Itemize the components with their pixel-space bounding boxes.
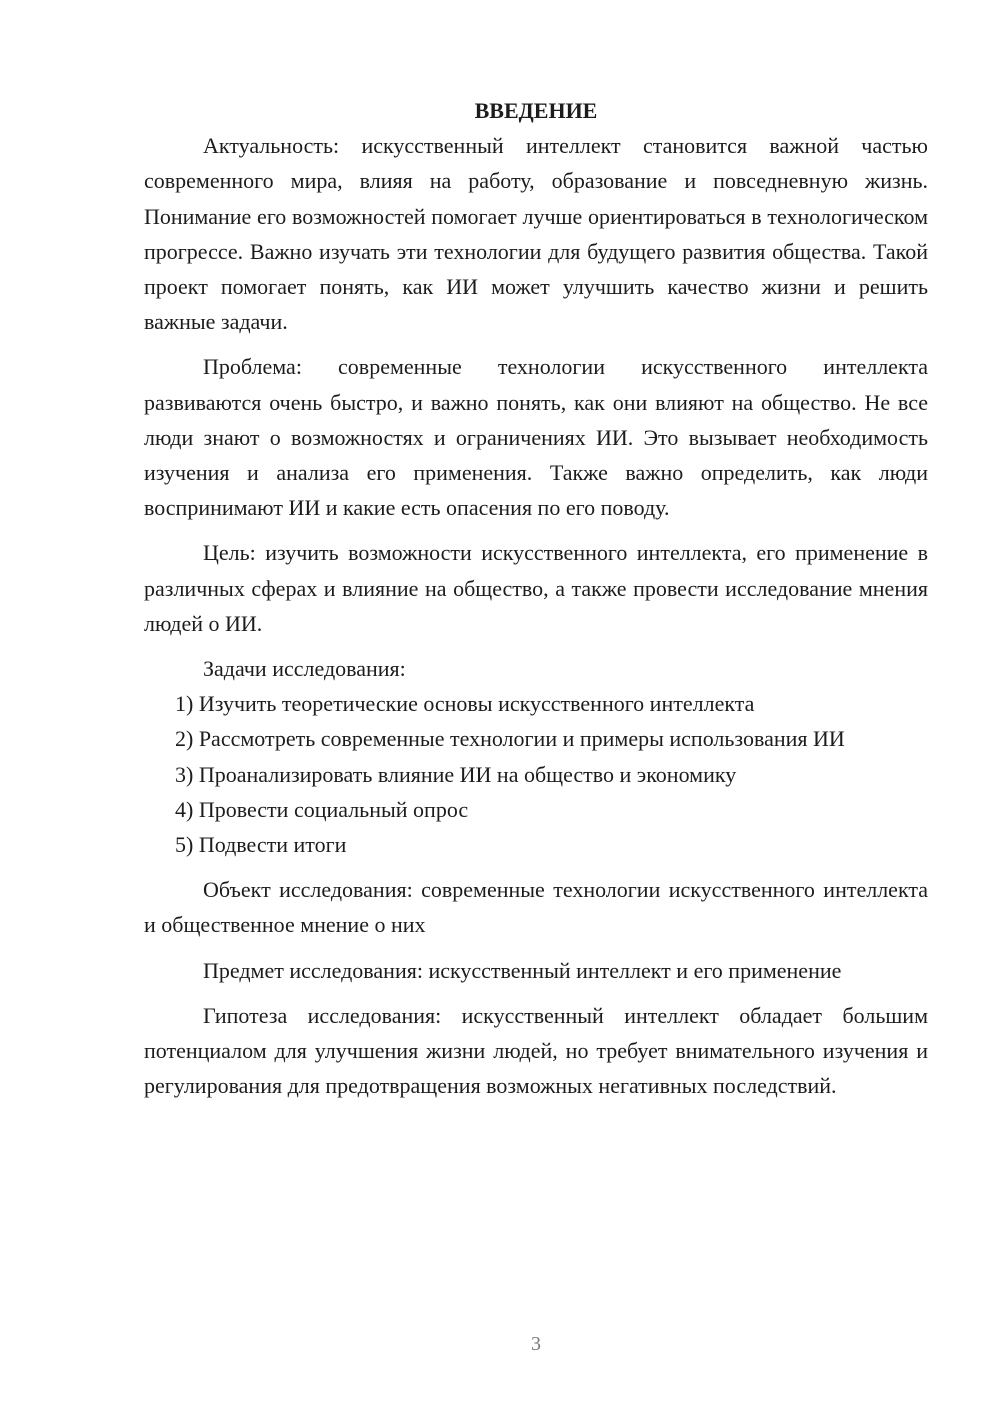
task-item-4: 4) Провести социальный опрос — [175, 796, 469, 822]
task-item-5: 5) Подвести итоги — [175, 832, 347, 858]
relevance-paragraph: Актуальность: искусственный интеллект становится важной частью современного мира, влияя на работу, образование и повседневную жизнь. Понимание его возможностей помогает лучше ориентироваться в технологическом прогрессе. Важно изучать эти технологии для будущего развития общества. Такой проект помогает понять, как ИИ может улучшить качество жизни и решить важные задачи. — [144, 133, 928, 335]
problem-paragraph: Проблема: современные технологии искусственного интеллекта развиваются очень быстро, и важно понять, как они влияют на общество. Не все люди знают о возможностях и ограничениях ИИ. Это вызывает необходимость изучения и анализа его применения. Также важно определить, как люди воспринимают ИИ и какие есть опасения по его поводу. — [144, 354, 928, 521]
object-paragraph: Объект исследования: современные технологии искусственного интеллекта и общественное мнение о них — [144, 877, 928, 938]
tasks-heading: Задачи исследования: — [203, 656, 406, 682]
page-number: 3 — [531, 1333, 541, 1355]
task-item-1: 1) Изучить теоретические основы искусственного интеллекта — [175, 691, 755, 717]
subject-paragraph: Предмет исследования: искусственный интеллект и его применение — [203, 957, 842, 983]
section-title: ВВЕДЕНИЕ — [474, 98, 598, 123]
goal-paragraph: Цель: изучить возможности искусственного интеллекта, его применение в различных сферах и влияние на общество, а также провести исследование мнения людей о ИИ. — [144, 540, 928, 636]
hypothesis-paragraph: Гипотеза исследования: искусственный интеллект обладает большим потенциалом для улучшения жизни людей, но требует внимательного изучения и регулирования для предотвращения возможных негативных последствий. — [144, 1002, 928, 1099]
task-item-3: 3) Проанализировать влияние ИИ на общество и экономику — [175, 761, 737, 787]
document-body — [144, 93, 928, 1103]
task-item-2: 2) Рассмотреть современные технологии и примеры использования ИИ — [175, 726, 845, 752]
